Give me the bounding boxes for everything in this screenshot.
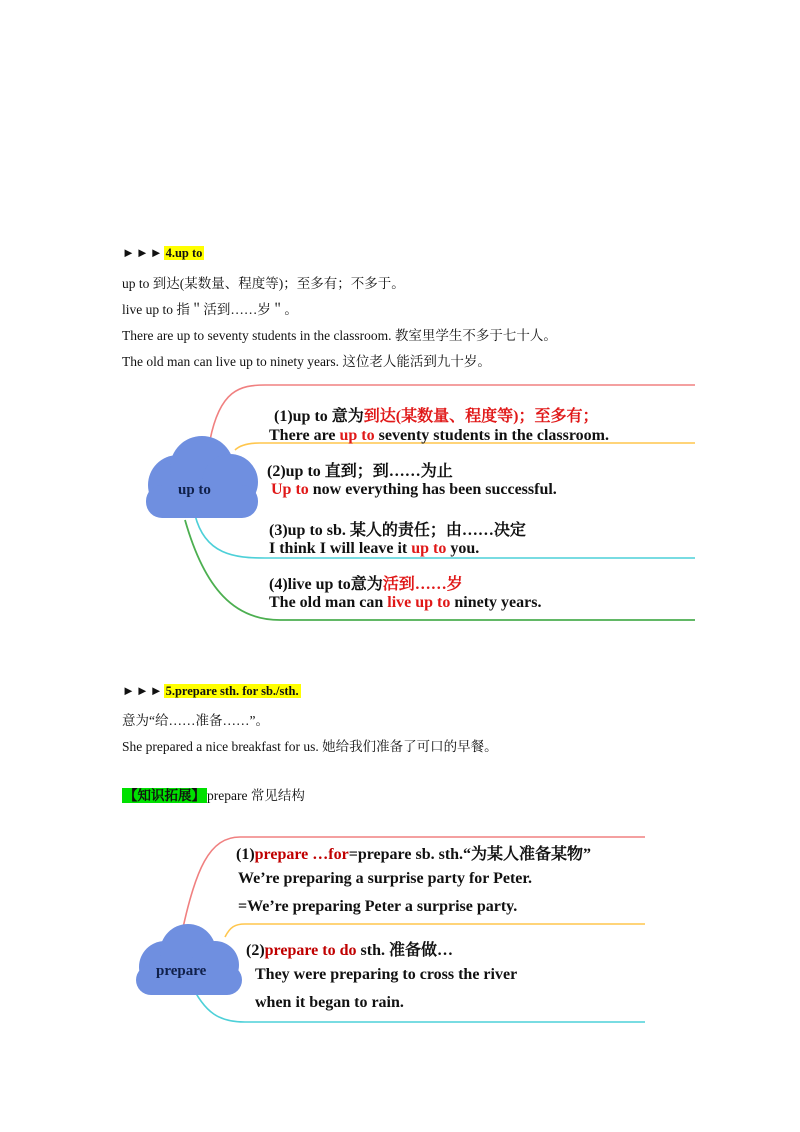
mindmap2-branch2-example1: They were preparing to cross the river (255, 966, 518, 983)
mindmap1-center-label: up to (178, 482, 211, 498)
p2-red: prepare to do (264, 942, 357, 959)
p2-post: sth. 准备做… (356, 942, 453, 959)
mindmap1-branch4-head (269, 571, 463, 594)
mindmap-up-to (140, 380, 700, 630)
section4-line4: The old man can live up to ninety years. 这位老人能活到九十岁。 (122, 354, 491, 369)
expansion-text: prepare 常见结构 (207, 788, 305, 803)
p1-post: =prepare sb. sth.“为某人准备某物” (348, 846, 592, 863)
section5-heading (122, 683, 301, 699)
mindmap2-center-label: prepare (156, 963, 207, 979)
b4-head-text: (4)live up to意为 (269, 576, 383, 593)
section4-line1: up to 到达(某数量、程度等)；至多有；不多于。 (122, 276, 405, 291)
b1-head-text: (1)up to 意为 (274, 408, 364, 425)
b1-ex-red: up to (339, 427, 375, 444)
b4-ex-red: live up to (387, 594, 451, 611)
branch-1b-line (225, 924, 645, 937)
mindmap1-branch2-head: (2)up to 直到；到……为止 (267, 463, 453, 480)
triangle-arrows-icon: ►►► (122, 683, 164, 698)
mindmap2-branch1-head (236, 841, 591, 864)
b4-head-red: 活到……岁 (382, 576, 463, 593)
mindmap-prepare (130, 832, 650, 1032)
b1-ex-pre: There are (269, 427, 340, 444)
mindmap2-branch2-head (246, 937, 453, 960)
p1-num: (1) (236, 846, 255, 863)
expansion-heading (122, 784, 305, 804)
mindmap1-branch1-example (269, 427, 609, 445)
b3-ex-post: you. (446, 540, 480, 557)
mindmap1-branch3-example (269, 540, 479, 558)
section4-heading (122, 245, 204, 261)
b3-ex-red: up to (411, 540, 447, 557)
expansion-tag: 【知识拓展】 (124, 788, 205, 803)
p2-num: (2) (246, 942, 265, 959)
b4-ex-post: ninety years. (450, 594, 542, 611)
section4-line2: live up to 指＂活到……岁＂。 (122, 302, 298, 317)
b2-ex-post: now everything has been successful. (308, 481, 557, 498)
b1-head-red: 到达(某数量、程度等)；至多有； (363, 408, 599, 425)
section5-line2: She prepared a nice breakfast for us. 她给我们准备了可口的早餐。 (122, 739, 498, 754)
b2-ex-red: Up to (271, 481, 309, 498)
section5-title: 5.prepare sth. for sb./sth. (165, 684, 299, 698)
mindmap2-branch1-example2: =We’re preparing Peter a surprise party. (238, 898, 518, 915)
mindmap2-branch2-example2: when it began to rain. (255, 994, 404, 1011)
cloud-shape (146, 436, 258, 518)
p1-red: prepare …for (254, 846, 349, 863)
mindmap1-branch3-head: (3)up to sb. 某人的责任；由……决定 (269, 522, 526, 539)
b4-ex-pre: The old man can (269, 594, 388, 611)
b3-ex-pre: I think I will leave it (269, 540, 412, 557)
mindmap2-branch1-example1: We’re preparing a surprise party for Peter. (238, 870, 533, 887)
section4-line3: There are up to seventy students in the classroom. 教室里学生不多于七十人。 (122, 328, 557, 343)
triangle-arrows-icon: ►►► (122, 245, 164, 260)
mindmap1-branch1-head (274, 403, 598, 426)
mindmap1-branch2-example (271, 481, 557, 499)
section4-title: 4.up to (165, 246, 203, 260)
mindmap1-branch4-example (269, 594, 541, 612)
b1-ex-post: seventy students in the classroom. (374, 427, 609, 444)
section5-line1: 意为“给……准备……”。 (122, 713, 269, 728)
